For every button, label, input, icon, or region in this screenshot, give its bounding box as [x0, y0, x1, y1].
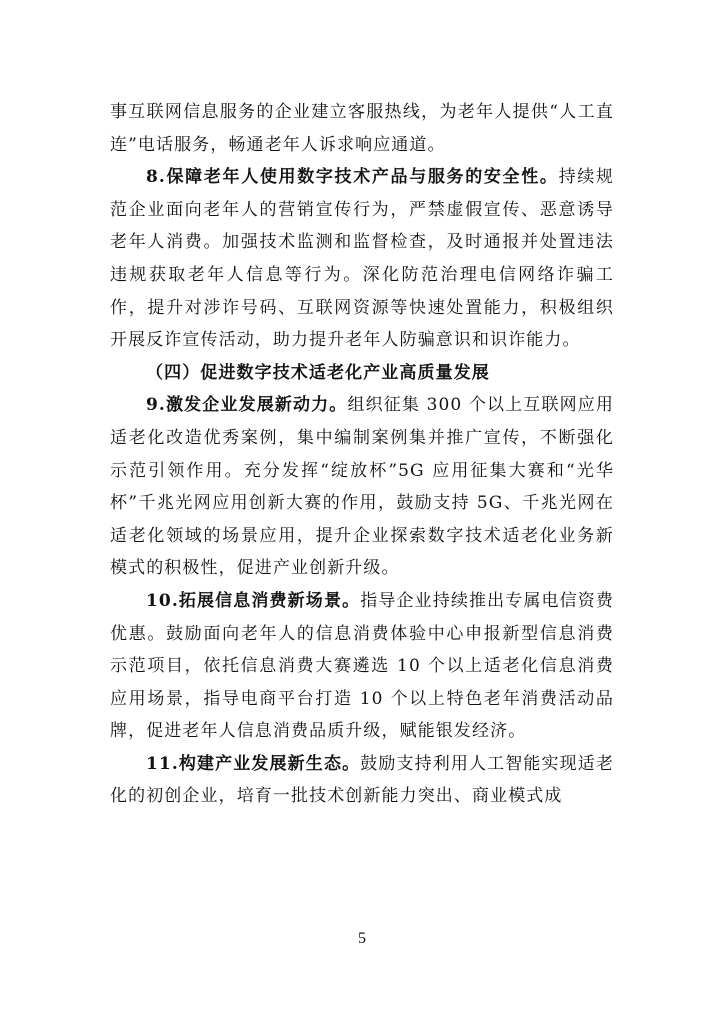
- item-9-text: 组织征集 300 个以上互联网应用适老化改造优秀案例，集中编制案例集并推广宣传，不断强化示范引领作用。充分发挥“绽放杯”5G 应用征集大赛和“光华杯”千兆光网应用创新大赛的作用，鼓励支持 5G、千兆光网在适老化领域的场景应用，提升企业探索数字技术适老化业务新模式的积极性，促进产业创新升级。: [110, 395, 614, 579]
- document-body: [110, 96, 614, 813]
- item-8-text: 持续规范企业面向老年人的营销宣传行为，严禁虚假宣传、恶意诱导老年人消费。加强技术监测和监督检查，及时通报并处置违法违规获取老年人信息等行为。深化防范治理电信网络诈骗工作，提升对涉诈号码、互联网资源等快速处置能力，积极组织开展反诈宣传活动，助力提升老年人防骗意识和识诈能力。: [110, 167, 614, 351]
- paragraph-continuation: [110, 96, 614, 161]
- item-9-lead: 9.激发企业发展新动力。: [146, 395, 348, 416]
- paragraph-item-9: [110, 389, 614, 585]
- item-11-lead: 11.构建产业发展新生态。: [146, 753, 361, 774]
- page-number: 5: [358, 930, 366, 947]
- item-8-lead: 8.保障老年人使用数字技术产品与服务的安全性。: [146, 167, 559, 188]
- item-11-text: 鼓励支持利用人工智能实现适老化的初创企业，培育一批技术创新能力突出、商业模式成: [110, 753, 614, 807]
- item-10-lead: 10.拓展信息消费新场景。: [146, 590, 361, 611]
- section-heading: （四）促进数字技术适老化产业高质量发展: [146, 362, 490, 383]
- item-10-text: 指导企业持续推出专属电信资费优惠。鼓励面向老年人的信息消费体验中心申报新型信息消费示范项目，依托信息消费大赛遴选 10 个以上适老化信息消费应用场景，指导电商平台打造 10 个以上特色老年消费活动品牌，促进老年人信息消费品质升级，赋能银发经济。: [110, 590, 614, 742]
- paragraph-text: 事互联网信息服务的企业建立客服热线，为老年人提供“人工直连”电话服务，畅通老年人诉求响应通道。: [110, 102, 614, 155]
- paragraph-item-8: [110, 161, 614, 357]
- paragraph-item-11: [110, 748, 614, 813]
- paragraph-item-10: [110, 585, 614, 748]
